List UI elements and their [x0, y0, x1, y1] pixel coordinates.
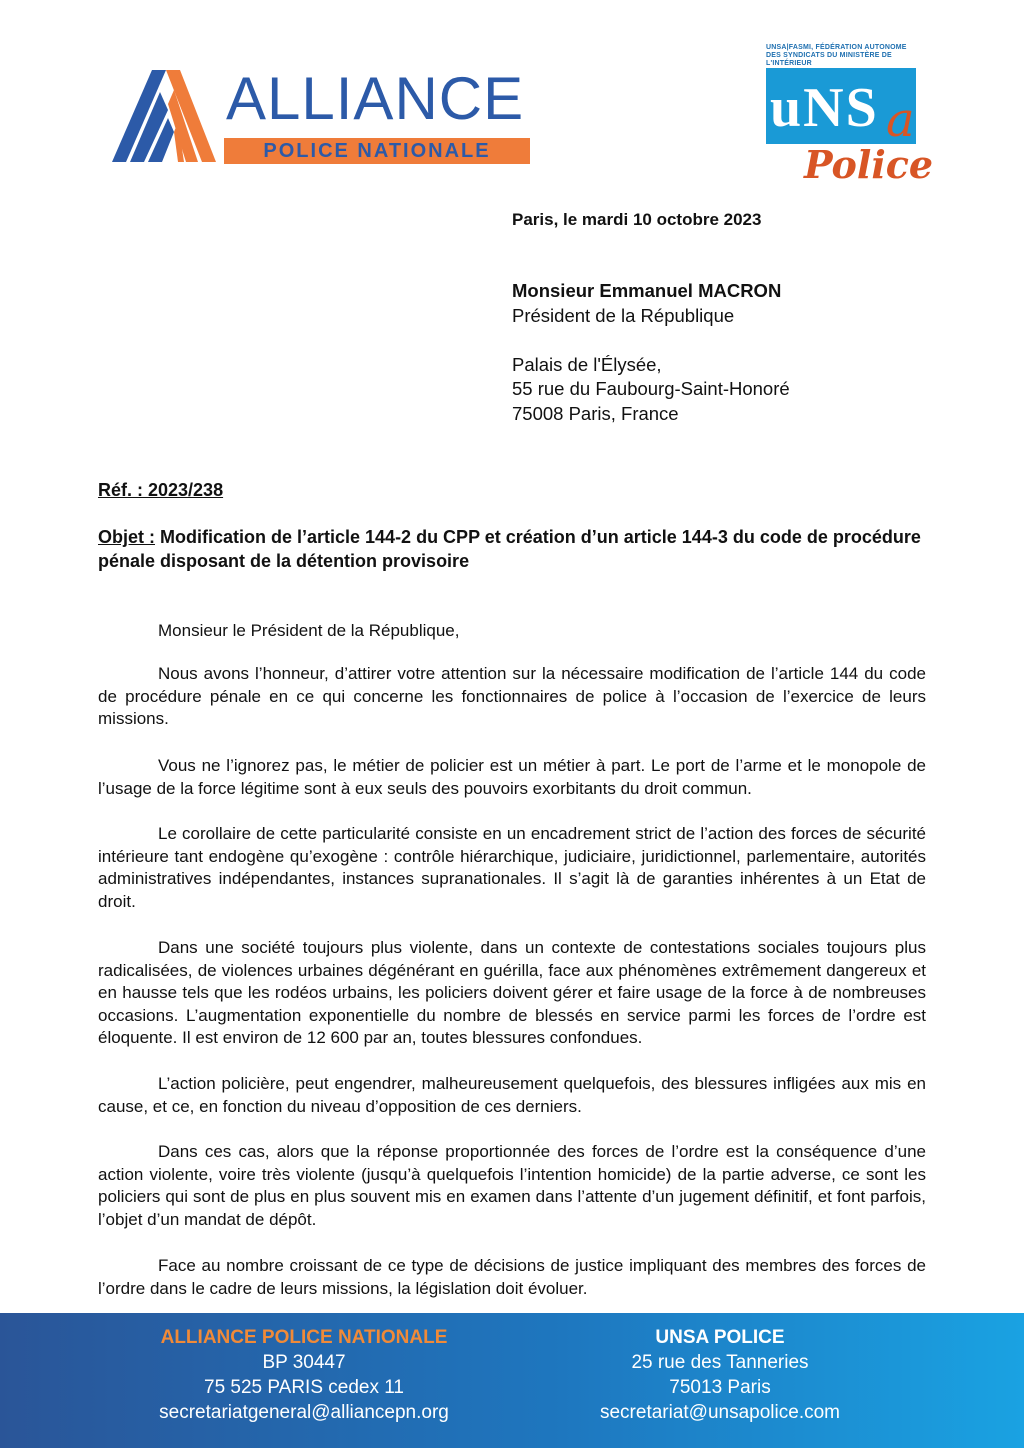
object-label: Objet :: [98, 527, 155, 547]
footer-unsa-line: 75013 Paris: [669, 1377, 771, 1398]
paragraph: Dans une société toujours plus violente, dans un contexte de contestations sociales toujours plus radicalisées, de violences urbaines dégénérant en guérilla, face aux phénomènes extrêmement dangereux et en hausse tels que les rodéos urbains, les policiers doivent gérer et faire usage de la force à de nombreuses occasions. L’augmentation exponentielle du nombre de blessés en service parmi les forces de l’ordre est éloquente. Il est environ de 12 600 par an, toutes blessures confondues.: [98, 938, 926, 1047]
footer-unsa-title: UNSA POLICE: [655, 1327, 785, 1348]
alliance-emblem-icon: [108, 66, 220, 170]
footer-alliance-line: 75 525 PARIS cedex 11: [204, 1377, 404, 1398]
unsa-letter-a: a: [886, 92, 915, 148]
footer-alliance-line: BP 30447: [262, 1352, 346, 1373]
alliance-subtitle: POLICE NATIONALE: [224, 138, 530, 164]
letter-date: Paris, le mardi 10 octobre 2023: [512, 210, 762, 229]
recipient-address-line: 55 rue du Faubourg-Saint-Honoré: [512, 378, 790, 399]
recipient-address-line: Palais de l'Élysée,: [512, 353, 662, 375]
recipient-address-line: 75008 Paris, France: [512, 402, 679, 424]
paragraph: Nous avons l’honneur, d’attirer votre attention sur la nécessaire modification de l’article 144 du code de procédure pénale en ce qui concerne les fonctionnaires de police à l’occasion de l’exercice de leurs missions.: [98, 664, 926, 728]
unsa-police-logo: [764, 44, 934, 187]
reference: [98, 479, 223, 502]
footer-unsa-line: 25 rue des Tanneries: [631, 1352, 809, 1373]
recipient-spacer: [512, 328, 790, 353]
paragraph: Vous ne l’ignorez pas, le métier de policier est un métier à part. Le port de l’arme et le monopole de l’usage de la force légitime sont à eux seuls des pouvoirs exorbitants du droit commun.: [98, 756, 926, 798]
footer: [0, 1313, 1024, 1448]
alliance-logo: [108, 66, 538, 170]
paragraph: Dans ces cas, alors que la réponse proportionnée des forces de l’ordre est la conséquence d’une action violente, voire très violente (jusqu’à quelquefois l’intention homicide) de la partie adverse, ce sont les policiers qui sont de plus en plus souvent mis en examen dans l’attente d’un jugement définitif, et font parfois, l’objet d’un mandat de dépôt.: [98, 1142, 926, 1229]
footer-alliance-title: ALLIANCE POLICE NATIONALE: [160, 1327, 448, 1348]
salutation: Monsieur le Président de la République,: [158, 621, 460, 640]
recipient-name: Monsieur Emmanuel MACRON: [512, 280, 782, 301]
reference-label: Réf. : 2023/238: [98, 480, 224, 500]
letter-object: [98, 525, 928, 573]
footer-alliance-email[interactable]: secretariatgeneral@alliancepn.org: [159, 1402, 449, 1423]
paragraph: L’action policière, peut engendrer, malheureusement quelquefois, des blessures infligées aux mis en cause, et ce, en fonction du niveau d’opposition de ces derniers.: [98, 1074, 926, 1116]
unsa-letters: uNS: [770, 77, 879, 139]
footer-unsa-email[interactable]: secretariat@unsapolice.com: [599, 1402, 840, 1423]
recipient-block: [512, 279, 790, 426]
recipient-title: Président de la République: [512, 304, 735, 326]
footer-unsa-contact: [510, 1325, 930, 1425]
paragraph: Face au nombre croissant de ce type de décisions de justice impliquant des membres des forces de l’ordre dans le cadre de leurs missions, la législation doit évoluer.: [98, 1256, 926, 1298]
alliance-wordmark: ALLIANCE: [226, 65, 525, 132]
object-text: Modification de l’article 144-2 du CPP et création d’un article 144-3 du code de procédure pénale disposant de la détention provisoire: [98, 527, 921, 571]
unsa-police-word: Police: [804, 142, 934, 187]
footer-alliance-contact: [94, 1325, 514, 1425]
unsa-caption: UNSA|FASMI, FÉDÉRATION AUTONOME DES SYNDICATS DU MINISTÈRE DE L'INTÉRIEUR: [766, 44, 907, 67]
paragraph: Le corollaire de cette particularité consiste en un encadrement strict de l’action des forces de sécurité intérieure tant endogène qu’exogène : contrôle hiérarchique, judiciaire, juridictionnel, parlementaire, autorités administratives indépendantes, instances supranationales. Il s’agit là de garanties inhérentes à un Etat de droit.: [98, 824, 926, 911]
